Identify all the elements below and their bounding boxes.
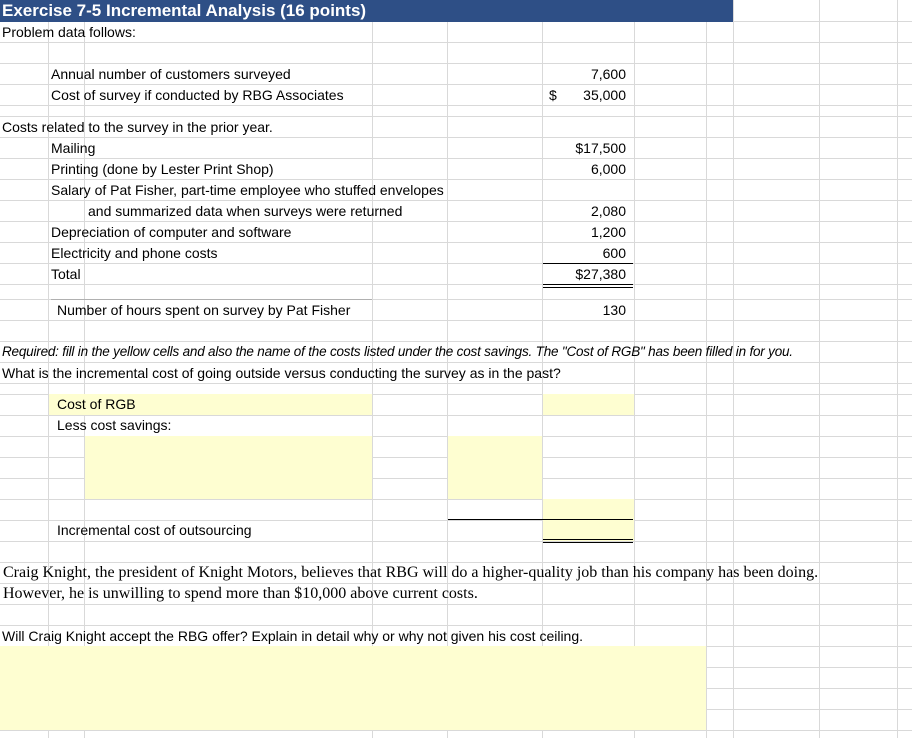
- craig-paragraph-line1[interactable]: Craig Knight, the president of Knight Motors, believes that RBG will do a higher-quality job than his company has been doing.: [3, 564, 819, 581]
- cost-item-value[interactable]: $17,500: [575, 140, 626, 156]
- hours-label[interactable]: Number of hours spent on survey by Pat Fisher: [57, 302, 351, 318]
- cost-item-value[interactable]: 1,200: [590, 224, 626, 240]
- cost-item-label[interactable]: Mailing: [51, 140, 96, 156]
- cost-item-label[interactable]: Electricity and phone costs: [51, 245, 218, 261]
- survey-cost-currency: $: [549, 87, 557, 103]
- total-double-rule-bottom: [543, 287, 633, 288]
- sheet-title[interactable]: Exercise 7-5 Incremental Analysis (16 points): [0, 0, 733, 22]
- incremental-double-rule-top: [543, 539, 633, 540]
- total-label[interactable]: Total: [51, 266, 81, 282]
- savings-sum-rule: [448, 519, 633, 520]
- cost-item-label[interactable]: Printing (done by Lester Print Shop): [51, 161, 274, 177]
- craig-paragraph-line2[interactable]: However, he is unwilling to spend more than $10,000 above current costs.: [3, 585, 478, 602]
- cost-item-value[interactable]: [540, 180, 626, 200]
- survey-cost-value[interactable]: 35,000: [583, 87, 626, 103]
- hours-value[interactable]: 130: [602, 302, 626, 318]
- cost-rgb-input[interactable]: [543, 394, 634, 415]
- incremental-cost-label[interactable]: Incremental cost of outsourcing: [57, 522, 252, 538]
- cost-item-value[interactable]: 2,080: [590, 203, 626, 219]
- question-incremental[interactable]: What is the incremental cost of going outside versus conducting the survey as in the past?: [2, 365, 561, 381]
- required-instructions[interactable]: Required: fill in the yellow cells and also the name of the costs listed under the cost savings. The "Cost of RGB" has been filled in for you.: [2, 344, 793, 359]
- cost-item-value[interactable]: 6,000: [590, 161, 626, 177]
- customers-label[interactable]: Annual number of customers surveyed: [51, 66, 291, 82]
- incremental-cost-input[interactable]: [543, 499, 634, 541]
- cost-item-label[interactable]: Salary of Pat Fisher, part-time employee who stuffed envelopes: [51, 182, 444, 198]
- cost-item-value[interactable]: 600: [602, 245, 626, 261]
- intro-text[interactable]: Problem data follows:: [2, 24, 136, 40]
- cost-rgb-label: Cost of RGB: [57, 396, 136, 412]
- prior-costs-heading[interactable]: Costs related to the survey in the prior year.: [2, 119, 273, 135]
- cost-item-label[interactable]: Depreciation of computer and software: [51, 224, 292, 240]
- question-accept-offer[interactable]: Will Craig Knight accept the RBG offer? Explain in detail why or why not given his cost ceiling.: [2, 628, 584, 644]
- savings-names-input[interactable]: [85, 436, 372, 499]
- total-value[interactable]: $27,380: [575, 266, 626, 282]
- less-cost-savings-label[interactable]: Less cost savings:: [57, 417, 172, 433]
- survey-cost-label[interactable]: Cost of survey if conducted by RBG Associates: [51, 87, 344, 103]
- incremental-double-rule-bottom: [543, 542, 633, 543]
- total-double-rule-top: [543, 284, 633, 285]
- cost-item-label[interactable]: and summarized data when surveys were returned: [88, 203, 403, 219]
- savings-amounts-input[interactable]: [448, 436, 542, 499]
- customers-value[interactable]: 7,600: [590, 66, 626, 82]
- answer-input[interactable]: [0, 646, 706, 730]
